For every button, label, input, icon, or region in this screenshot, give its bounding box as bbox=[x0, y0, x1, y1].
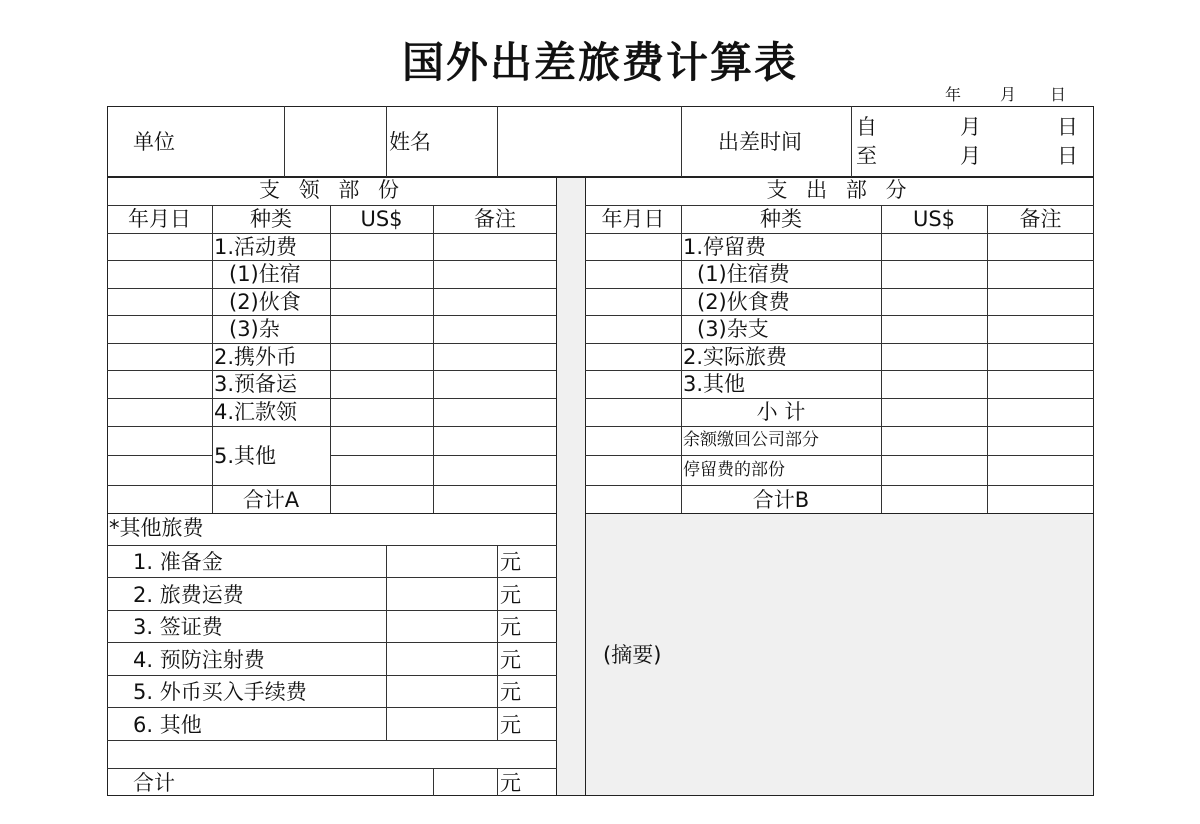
income-item: 3.预备运 bbox=[214, 372, 298, 396]
other-cost-unit: 元 bbox=[500, 680, 521, 704]
other-cost-unit: 元 bbox=[500, 648, 521, 672]
other-costs-title: *其他旅费 bbox=[109, 516, 204, 540]
income-item: 4.汇款领 bbox=[214, 400, 298, 424]
other-cost-unit: 元 bbox=[500, 615, 521, 639]
separator-column bbox=[556, 177, 586, 796]
expense-col-usd: US$ bbox=[912, 207, 956, 231]
income-item: 1.活动费 bbox=[214, 235, 298, 259]
other-cost-unit: 元 bbox=[500, 550, 521, 574]
expense-col-remark: 备注 bbox=[1019, 207, 1062, 231]
other-cost-item: 3. 签证费 bbox=[133, 615, 223, 639]
other-cost-unit: 元 bbox=[500, 713, 521, 737]
page-title: 国外出差旅费计算表 bbox=[401, 38, 798, 87]
expense-item: (1)住宿费 bbox=[697, 262, 790, 286]
other-cost-item: 2. 旅费运费 bbox=[133, 583, 244, 607]
other-cost-unit: 元 bbox=[500, 583, 521, 607]
date-day-label: 日 bbox=[1050, 85, 1067, 104]
expense-col-date: 年月日 bbox=[601, 207, 665, 231]
other-cost-item: 5. 外币买入手续费 bbox=[133, 680, 307, 704]
expense-item: (3)杂支 bbox=[697, 317, 769, 341]
income-total-label: 合计A bbox=[242, 488, 300, 512]
income-col-usd: US$ bbox=[360, 207, 403, 231]
expense-item: 3.其他 bbox=[683, 372, 746, 396]
income-item: (1)住宿 bbox=[229, 262, 301, 286]
header-row bbox=[107, 106, 1094, 177]
unit-label: 单位 bbox=[133, 130, 175, 154]
to-day-label: 日 bbox=[1057, 144, 1078, 168]
income-item: 2.携外币 bbox=[214, 345, 298, 369]
trip-time-label: 出差时间 bbox=[718, 130, 802, 154]
from-day-label: 日 bbox=[1057, 115, 1078, 139]
summary-label: (摘要) bbox=[603, 643, 662, 667]
expense-item: 余额缴回公司部分 bbox=[683, 430, 819, 450]
other-cost-item: 4. 预防注射费 bbox=[133, 648, 265, 672]
other-cost-item: 6. 其他 bbox=[133, 713, 202, 737]
expense-item: 1.停留费 bbox=[683, 235, 767, 259]
income-col-date: 年月日 bbox=[128, 207, 191, 231]
date-month-label: 月 bbox=[1000, 85, 1017, 104]
to-month-label: 月 bbox=[960, 144, 981, 168]
from-month-label: 月 bbox=[960, 115, 981, 139]
name-label: 姓名 bbox=[389, 130, 431, 154]
income-col-type: 种类 bbox=[250, 207, 292, 231]
expense-item: (2)伙食费 bbox=[697, 290, 790, 314]
expense-subtotal-label: 小 计 bbox=[756, 400, 806, 424]
to-label: 至 bbox=[856, 144, 877, 168]
from-label: 自 bbox=[856, 115, 877, 139]
income-item: (2)伙食 bbox=[229, 290, 301, 314]
income-section-title: 支 领 部 份 bbox=[258, 178, 406, 202]
income-col-remark: 备注 bbox=[474, 207, 516, 231]
expense-col-type: 种类 bbox=[760, 207, 802, 231]
date-year-label: 年 bbox=[945, 85, 962, 104]
other-total-unit: 元 bbox=[500, 771, 521, 795]
income-item: 5.其他 bbox=[214, 444, 277, 468]
other-total-label: 合计 bbox=[133, 771, 175, 795]
income-item: (3)杂 bbox=[229, 317, 280, 341]
expense-section-title: 支 出 部 分 bbox=[766, 178, 913, 202]
expense-item: 2.实际旅费 bbox=[683, 345, 788, 369]
expense-total-label: 合计B bbox=[752, 488, 810, 512]
other-cost-item: 1. 准备金 bbox=[133, 550, 223, 574]
expense-item: 停留费的部份 bbox=[683, 460, 785, 480]
